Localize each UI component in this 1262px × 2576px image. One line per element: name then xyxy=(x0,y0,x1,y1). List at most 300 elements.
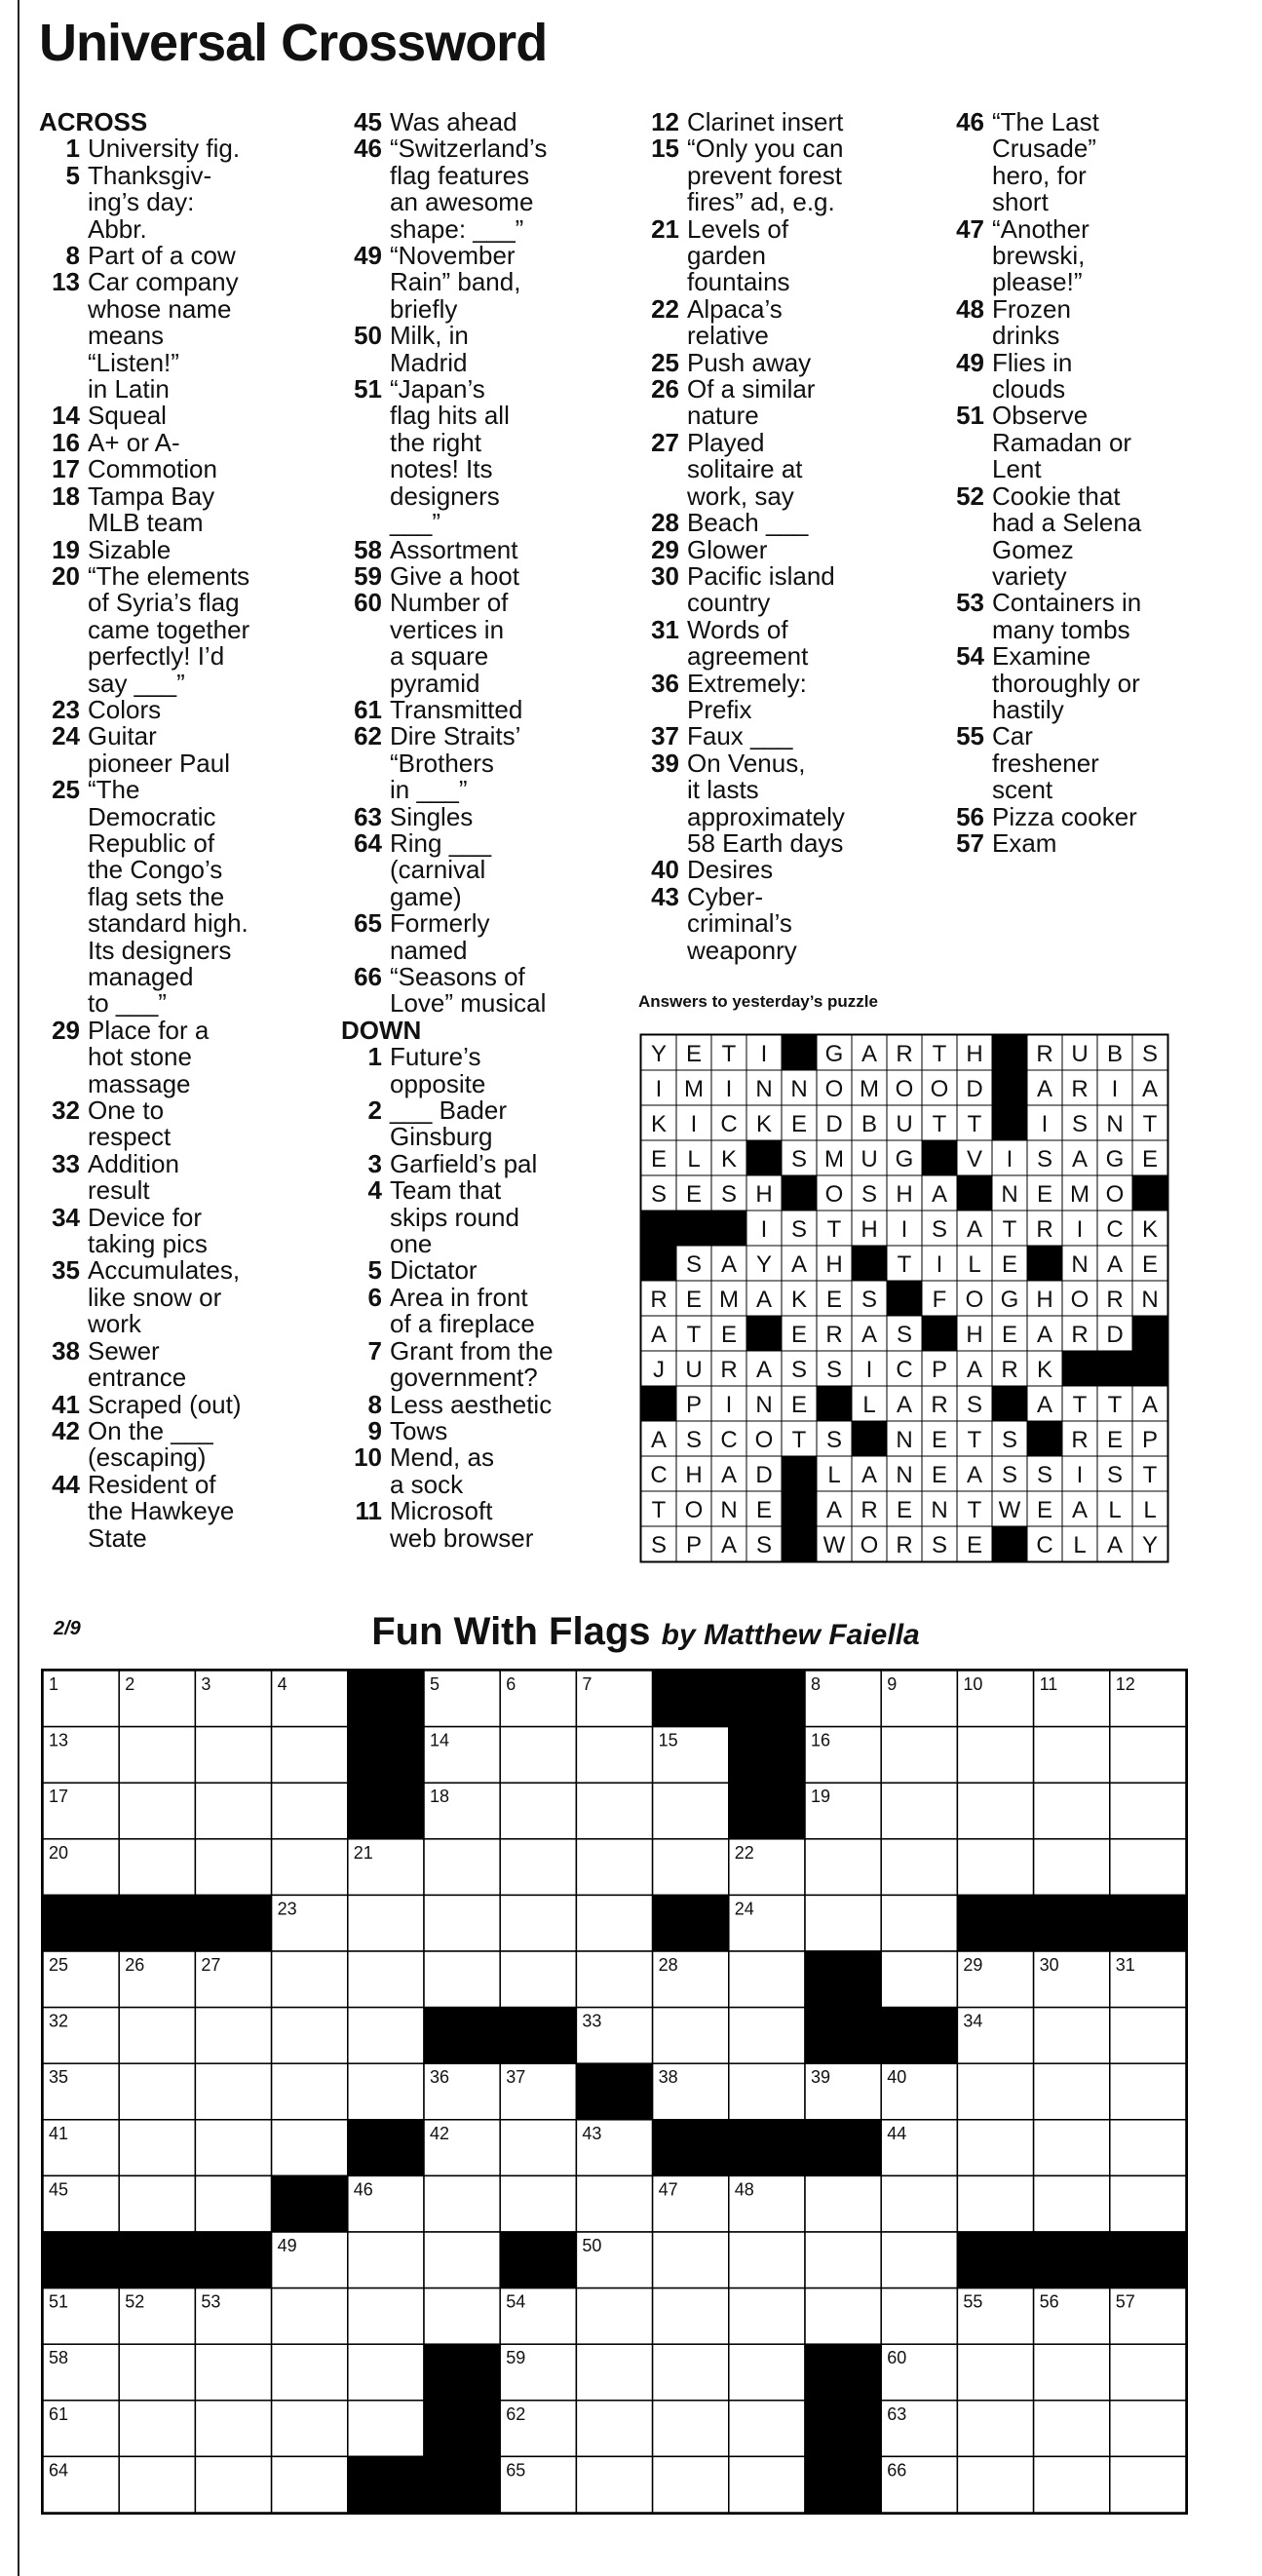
clue-number: 32 xyxy=(52,1096,80,1126)
crossword-cell[interactable] xyxy=(1034,2344,1110,2401)
answers-letter: H xyxy=(966,1041,983,1067)
answers-letter: D xyxy=(825,1111,843,1137)
crossword-cell[interactable] xyxy=(119,2063,195,2120)
clue-item xyxy=(39,160,307,244)
clue-item xyxy=(39,1202,307,1259)
crossword-cell[interactable] xyxy=(957,2344,1033,2401)
crossword-cell[interactable] xyxy=(1034,2120,1110,2176)
answers-block-cell xyxy=(676,1211,711,1246)
clue-item xyxy=(943,483,1226,591)
answers-letter: E xyxy=(1036,1181,1053,1208)
crossword-block-cell xyxy=(729,1671,805,1727)
answers-letter: E xyxy=(825,1287,843,1313)
crossword-cell[interactable] xyxy=(1110,2120,1186,2176)
answers-letter: N xyxy=(1001,1181,1018,1208)
crossword-cell[interactable] xyxy=(1110,1783,1186,1839)
crossword-cell[interactable] xyxy=(1034,2175,1110,2232)
clue-text: A+ or A- xyxy=(88,427,180,457)
crossword-cell[interactable] xyxy=(119,2008,195,2064)
answers-letter: G xyxy=(1000,1287,1019,1313)
answers-block-cell xyxy=(957,1175,992,1211)
clue-number: 19 xyxy=(52,534,80,564)
crossword-cell[interactable] xyxy=(272,1839,348,1896)
cell-number: 21 xyxy=(353,1842,373,1863)
clue-text: Examine thoroughly or hastily xyxy=(992,641,1140,724)
crossword-cell[interactable] xyxy=(1110,2344,1186,2401)
answers-letter: L xyxy=(687,1146,701,1173)
crossword-block-cell xyxy=(348,2120,424,2176)
crossword-cell[interactable] xyxy=(957,2120,1033,2176)
clue-number: 52 xyxy=(956,481,984,511)
crossword-cell[interactable] xyxy=(195,2344,271,2401)
crossword-cell[interactable] xyxy=(424,2288,500,2345)
crossword-cell[interactable] xyxy=(119,2401,195,2457)
answers-letter: A xyxy=(650,1427,668,1453)
answers-letter: H xyxy=(966,1322,983,1348)
crossword-cell[interactable] xyxy=(424,1895,500,1951)
crossword-cell[interactable] xyxy=(500,2120,576,2176)
answers-letter: E xyxy=(685,1181,703,1208)
clue-text: Area in front of a fireplace xyxy=(390,1282,535,1339)
clue-item xyxy=(638,881,921,965)
answers-letter: S xyxy=(931,1532,948,1558)
crossword-cell[interactable] xyxy=(119,1839,195,1896)
crossword-cell[interactable] xyxy=(348,2288,424,2345)
crossword-cell[interactable] xyxy=(957,2175,1033,2232)
crossword-cell[interactable] xyxy=(500,1727,576,1784)
crossword-block-cell xyxy=(576,2063,652,2120)
answers-block-cell xyxy=(1132,1175,1167,1211)
crossword-cell[interactable] xyxy=(272,2063,348,2120)
crossword-block-cell xyxy=(729,1783,805,1839)
clue-text: Squeal xyxy=(88,401,167,431)
crossword-cell[interactable] xyxy=(576,1839,652,1896)
crossword-cell[interactable] xyxy=(1034,1727,1110,1784)
crossword-cell[interactable] xyxy=(348,2344,424,2401)
crossword-cell[interactable] xyxy=(805,2232,881,2288)
answers-letter: E xyxy=(790,1111,808,1137)
crossword-cell[interactable] xyxy=(805,1895,881,1951)
answers-letter: O xyxy=(1070,1287,1090,1313)
answers-letter: M xyxy=(719,1287,739,1313)
cell-number: 46 xyxy=(353,2179,373,2200)
crossword-block-cell xyxy=(424,2401,500,2457)
crossword-cell[interactable] xyxy=(272,1727,348,1784)
crossword-cell[interactable] xyxy=(348,2008,424,2064)
crossword-cell[interactable] xyxy=(272,2288,348,2345)
clue-text: Exam xyxy=(992,827,1057,858)
answers-letter: P xyxy=(931,1357,948,1383)
crossword-cell[interactable] xyxy=(576,2175,652,2232)
crossword-cell[interactable] xyxy=(1110,2175,1186,2232)
crossword-cell[interactable] xyxy=(576,1783,652,1839)
answers-letter: A xyxy=(1036,1392,1053,1418)
crossword-cell[interactable] xyxy=(119,2175,195,2232)
cell-number: 53 xyxy=(201,2291,221,2312)
clue-item xyxy=(39,1415,307,1473)
crossword-cell[interactable] xyxy=(957,1783,1033,1839)
answers-letter: S xyxy=(1001,1427,1018,1453)
crossword-cell[interactable] xyxy=(576,1727,652,1784)
crossword-cell[interactable] xyxy=(195,2456,271,2513)
crossword-cell[interactable] xyxy=(653,2344,729,2401)
clue-item xyxy=(39,456,307,482)
crossword-block-cell xyxy=(500,2232,576,2288)
answers-letter: T xyxy=(791,1427,807,1453)
clue-item xyxy=(943,403,1226,482)
crossword-cell[interactable] xyxy=(729,2008,805,2064)
answers-block-cell xyxy=(782,1491,817,1526)
crossword-cell[interactable] xyxy=(881,2232,957,2288)
cell-number: 65 xyxy=(506,2460,526,2480)
answers-grid xyxy=(639,1033,1201,1558)
crossword-cell[interactable] xyxy=(653,2288,729,2345)
clue-number: 11 xyxy=(355,1496,382,1526)
puzzle-title: Fun With Flags xyxy=(371,1610,651,1653)
cell-number: 60 xyxy=(887,2348,907,2368)
clue-text: Alpaca’s relative xyxy=(687,293,783,351)
cell-number: 8 xyxy=(811,1674,822,1694)
answers-block-cell xyxy=(711,1211,746,1246)
clue-text: Tampa Bay MLB team xyxy=(88,481,215,538)
crossword-cell[interactable] xyxy=(1034,2401,1110,2457)
answers-letter: A xyxy=(1141,1076,1159,1102)
clue-item xyxy=(943,723,1226,803)
crossword-block-cell xyxy=(805,2008,881,2064)
clue-item xyxy=(39,403,307,429)
clue-item xyxy=(39,1335,307,1393)
clue-number: 59 xyxy=(354,560,382,591)
cell-number: 34 xyxy=(963,2011,983,2031)
crossword-cell[interactable] xyxy=(348,2063,424,2120)
crossword-cell[interactable] xyxy=(500,2175,576,2232)
clue-number: 64 xyxy=(354,827,382,858)
crossword-block-cell xyxy=(957,1895,1033,1951)
crossword-cell[interactable] xyxy=(500,1895,576,1951)
clue-number: 38 xyxy=(52,1335,80,1365)
answers-letter: L xyxy=(862,1392,876,1418)
crossword-cell[interactable] xyxy=(957,1727,1033,1784)
clue-text: Milk, in Madrid xyxy=(390,321,469,377)
answers-letter: T xyxy=(1142,1111,1158,1137)
crossword-cell[interactable] xyxy=(1034,2456,1110,2513)
crossword-cell[interactable] xyxy=(1034,1839,1110,1896)
answers-letter: A xyxy=(1036,1322,1053,1348)
answers-letter: E xyxy=(755,1497,773,1523)
crossword-cell[interactable] xyxy=(653,1839,729,1896)
crossword-cell[interactable] xyxy=(576,2401,652,2457)
answers-letter: G xyxy=(1105,1146,1125,1173)
crossword-cell[interactable] xyxy=(957,2401,1033,2457)
crossword-grid xyxy=(41,1669,1205,2532)
clue-number: 41 xyxy=(52,1389,80,1419)
clue-text: Microsoft web browser xyxy=(390,1496,534,1553)
crossword-cell[interactable] xyxy=(653,2456,729,2513)
clue-number: 33 xyxy=(52,1148,80,1178)
crossword-cell[interactable] xyxy=(272,2120,348,2176)
cell-number: 37 xyxy=(506,2067,526,2088)
cell-number: 16 xyxy=(811,1730,831,1750)
crossword-cell[interactable] xyxy=(576,2288,652,2345)
answers-letter: A xyxy=(1071,1497,1089,1523)
crossword-cell[interactable] xyxy=(195,2401,271,2457)
answers-letter: N xyxy=(896,1462,913,1488)
cell-number: 54 xyxy=(506,2291,526,2312)
answers-letter: C xyxy=(720,1427,738,1453)
crossword-cell[interactable] xyxy=(195,1783,271,1839)
crossword-cell[interactable] xyxy=(348,2232,424,2288)
crossword-cell[interactable] xyxy=(957,1839,1033,1896)
crossword-cell[interactable] xyxy=(881,1951,957,2008)
answers-letter: A xyxy=(1141,1392,1159,1418)
answers-letter: I xyxy=(760,1216,768,1243)
clue-item xyxy=(943,643,1226,723)
cell-number: 32 xyxy=(49,2011,69,2031)
crossword-cell[interactable] xyxy=(272,1951,348,2008)
crossword-cell[interactable] xyxy=(653,1783,729,1839)
answers-letter: P xyxy=(1141,1427,1159,1453)
crossword-cell[interactable] xyxy=(576,2456,652,2513)
answers-letter: I xyxy=(760,1041,768,1067)
crossword-cell[interactable] xyxy=(424,1951,500,2008)
answers-letter: M xyxy=(860,1076,879,1102)
clue-text: On Venus, it lasts approximately 58 Earth days xyxy=(687,748,845,858)
answers-letter: A xyxy=(720,1251,738,1278)
crossword-cell[interactable] xyxy=(881,1839,957,1896)
clue-item xyxy=(638,213,921,297)
clue-text: Frozen drinks xyxy=(992,293,1071,351)
clue-text: Cyber- criminal’s weaponry xyxy=(687,881,797,965)
answers-letter: N xyxy=(1106,1111,1124,1137)
clue-text: Team that skips round one xyxy=(390,1175,519,1259)
crossword-cell[interactable] xyxy=(1110,1727,1186,1784)
crossword-block-cell xyxy=(1034,1895,1110,1951)
answers-letter: U xyxy=(860,1146,878,1173)
crossword-cell[interactable] xyxy=(653,2008,729,2064)
crossword-cell[interactable] xyxy=(195,2008,271,2064)
crossword-cell[interactable] xyxy=(805,1839,881,1896)
cell-number: 61 xyxy=(49,2403,69,2424)
cell-number: 27 xyxy=(201,1955,221,1975)
clue-item xyxy=(638,376,921,430)
answers-letter: U xyxy=(896,1111,913,1137)
answers-letter: T xyxy=(721,1041,737,1067)
crossword-cell[interactable] xyxy=(195,1839,271,1896)
crossword-cell[interactable] xyxy=(272,2401,348,2457)
crossword-cell[interactable] xyxy=(424,2175,500,2232)
crossword-cell[interactable] xyxy=(805,2288,881,2345)
crossword-cell[interactable] xyxy=(119,1783,195,1839)
crossword-cell[interactable] xyxy=(1034,2063,1110,2120)
answers-letter: A xyxy=(860,1041,878,1067)
answers-letter: O xyxy=(965,1287,984,1313)
crossword-cell[interactable] xyxy=(729,2232,805,2288)
crossword-cell[interactable] xyxy=(576,1951,652,2008)
cell-number: 42 xyxy=(430,2123,450,2143)
crossword-cell[interactable] xyxy=(272,1783,348,1839)
clue-number: 17 xyxy=(52,454,80,484)
answers-letter: R xyxy=(896,1041,913,1067)
crossword-cell[interactable] xyxy=(272,2008,348,2064)
clue-number: 47 xyxy=(956,213,984,244)
answers-letter: T xyxy=(1002,1216,1017,1243)
crossword-cell[interactable] xyxy=(1034,2008,1110,2064)
cell-number: 17 xyxy=(49,1787,69,1807)
crossword-cell[interactable] xyxy=(881,1783,957,1839)
crossword-cell[interactable] xyxy=(881,1895,957,1951)
answers-letter: R xyxy=(1106,1287,1124,1313)
clue-text: Of a similar nature xyxy=(687,374,816,431)
clue-item xyxy=(39,427,307,457)
clue-text: Colors xyxy=(88,694,162,724)
answers-letter: C xyxy=(896,1357,913,1383)
answers-letter: S xyxy=(966,1392,983,1418)
crossword-cell[interactable] xyxy=(729,2288,805,2345)
clue-number: 45 xyxy=(354,107,382,136)
crossword-block-cell xyxy=(43,1895,119,1951)
clue-text: “The Last Crusade” hero, for short xyxy=(992,107,1099,217)
clue-item xyxy=(39,1469,307,1553)
answers-block-cell xyxy=(641,1211,676,1246)
crossword-cell[interactable] xyxy=(119,2456,195,2513)
crossword-cell[interactable] xyxy=(653,2401,729,2457)
clue-item xyxy=(341,1148,624,1178)
crossword-cell[interactable] xyxy=(1110,2401,1186,2457)
cell-number: 3 xyxy=(201,1674,211,1694)
answers-letter: N xyxy=(720,1497,738,1523)
clue-item xyxy=(341,910,624,964)
cell-number: 36 xyxy=(430,2067,450,2088)
crossword-cell[interactable] xyxy=(119,1727,195,1784)
cell-number: 10 xyxy=(963,1674,983,1694)
answers-block-cell xyxy=(887,1281,922,1316)
answers-letter: E xyxy=(1001,1251,1018,1278)
clue-item xyxy=(638,560,921,618)
crossword-cell[interactable] xyxy=(729,2456,805,2513)
crossword-cell[interactable] xyxy=(576,1895,652,1951)
answers-letter: L xyxy=(1108,1497,1122,1523)
cell-number: 31 xyxy=(1115,1955,1135,1975)
clue-number: 42 xyxy=(52,1415,80,1445)
clue-text: University fig. xyxy=(88,134,241,164)
answers-letter: A xyxy=(896,1392,913,1418)
crossword-cell[interactable] xyxy=(881,2288,957,2345)
crossword-cell[interactable] xyxy=(500,1951,576,2008)
answers-letter: F xyxy=(932,1287,947,1313)
answers-letter: G xyxy=(824,1041,844,1067)
crossword-cell[interactable] xyxy=(195,1727,271,1784)
clue-item xyxy=(39,483,307,537)
clue-item xyxy=(341,827,624,911)
answers-letter: I xyxy=(936,1251,943,1278)
crossword-cell[interactable] xyxy=(576,2344,652,2401)
clue-item xyxy=(341,323,624,376)
crossword-cell[interactable] xyxy=(348,1951,424,2008)
crossword-cell[interactable] xyxy=(805,2175,881,2232)
answers-letter: Y xyxy=(1141,1532,1159,1558)
crossword-block-cell xyxy=(348,1671,424,1727)
crossword-cell[interactable] xyxy=(272,2456,348,2513)
answers-letter: S xyxy=(1071,1111,1089,1137)
answers-letter: M xyxy=(824,1146,844,1173)
crossword-cell[interactable] xyxy=(500,1783,576,1839)
clue-item xyxy=(341,1498,624,1552)
crossword-cell[interactable] xyxy=(1110,2456,1186,2513)
cell-number: 20 xyxy=(49,1842,69,1863)
clue-text: Levels of garden fountains xyxy=(687,213,790,297)
crossword-cell[interactable] xyxy=(729,2344,805,2401)
clue-text: Car freshener scent xyxy=(992,721,1099,805)
crossword-cell[interactable] xyxy=(729,2063,805,2120)
crossword-cell[interactable] xyxy=(348,2401,424,2457)
crossword-cell[interactable] xyxy=(500,1839,576,1896)
clue-text: Part of a cow xyxy=(88,241,236,271)
clue-text: Addition result xyxy=(88,1148,179,1206)
answers-letter: C xyxy=(1036,1532,1053,1558)
crossword-cell[interactable] xyxy=(881,1727,957,1784)
answers-block-cell xyxy=(852,1246,887,1281)
crossword-cell[interactable] xyxy=(272,2344,348,2401)
crossword-cell[interactable] xyxy=(1034,1783,1110,1839)
crossword-cell[interactable] xyxy=(957,2063,1033,2120)
clue-number: 14 xyxy=(52,401,80,431)
answers-letter: A xyxy=(825,1497,843,1523)
clue-number: 36 xyxy=(651,668,679,698)
clue-number: 51 xyxy=(354,374,382,404)
crossword-cell[interactable] xyxy=(1110,2008,1186,2064)
clue-number: 24 xyxy=(52,721,80,751)
crossword-cell[interactable] xyxy=(348,1895,424,1951)
crossword-cell[interactable] xyxy=(729,2401,805,2457)
crossword-cell[interactable] xyxy=(881,2175,957,2232)
answers-letter: Y xyxy=(755,1251,773,1278)
crossword-cell[interactable] xyxy=(1110,2063,1186,2120)
answers-block-cell xyxy=(1062,1351,1097,1386)
crossword-cell[interactable] xyxy=(653,2232,729,2288)
answers-letter: R xyxy=(1001,1357,1018,1383)
answers-letter: A xyxy=(1106,1251,1124,1278)
answers-letter: S xyxy=(860,1181,878,1208)
clue-number: 31 xyxy=(651,614,679,644)
crossword-cell[interactable] xyxy=(424,2232,500,2288)
answers-letter: N xyxy=(755,1392,773,1418)
crossword-cell[interactable] xyxy=(195,2175,271,2232)
crossword-cell[interactable] xyxy=(119,2120,195,2176)
crossword-cell[interactable] xyxy=(1110,1839,1186,1896)
clue-text: Resident of the Hawkeye State xyxy=(88,1469,235,1553)
clue-text: Place for a hot stone massage xyxy=(88,1015,210,1098)
clue-number: 28 xyxy=(651,508,679,538)
crossword-cell[interactable] xyxy=(424,1839,500,1896)
answers-letter: T xyxy=(1107,1392,1123,1418)
answers-letter: A xyxy=(1036,1076,1053,1102)
crossword-cell[interactable] xyxy=(119,2344,195,2401)
crossword-cell[interactable] xyxy=(957,2456,1033,2513)
answers-letter: E xyxy=(685,1287,703,1313)
cell-number: 9 xyxy=(887,1674,898,1694)
cell-number: 6 xyxy=(506,1674,516,1694)
answers-letter: N xyxy=(931,1497,948,1523)
clue-text: Garfield’s pal xyxy=(390,1148,538,1178)
answers-block-cell xyxy=(817,1386,852,1421)
clue-item xyxy=(638,723,921,750)
answers-letter: H xyxy=(860,1216,878,1243)
answers-letter: H xyxy=(896,1181,913,1208)
crossword-cell[interactable] xyxy=(729,1951,805,2008)
crossword-cell[interactable] xyxy=(195,2120,271,2176)
crossword-cell[interactable] xyxy=(195,2063,271,2120)
clue-text: “Seasons of Love” musical xyxy=(390,962,547,1019)
